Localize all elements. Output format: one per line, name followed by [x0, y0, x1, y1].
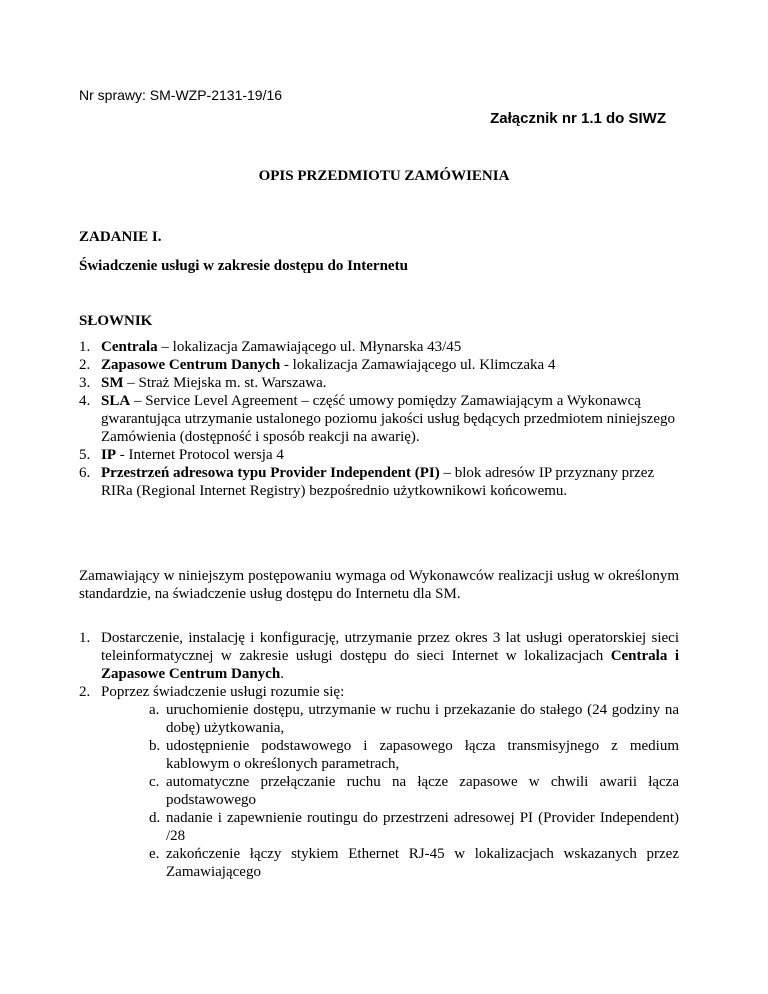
task-subtitle: Świadczenie usługi w zakresie dostępu do Internetu	[79, 258, 408, 274]
glossary-item-number: 2.	[79, 357, 91, 373]
glossary-item	[79, 392, 679, 446]
sub-requirement-item	[149, 701, 679, 737]
glossary-term: IP	[101, 447, 116, 463]
glossary-item-number: 4.	[79, 393, 91, 409]
glossary-item	[79, 464, 679, 500]
document-title: OPIS PRZEDMIOTU ZAMÓWIENIA	[258, 168, 510, 184]
glossary-title: SŁOWNIK	[79, 313, 153, 329]
glossary-item-number: 6.	[79, 465, 91, 481]
glossary-definition: – Straż Miejska m. st. Warszawa.	[123, 375, 327, 391]
sub-requirement-text: nadanie i zapewnienie routingu do przestrzeni adresowej PI (Provider Independent) /28	[166, 810, 679, 844]
sub-requirement-letter: d.	[149, 810, 161, 826]
glossary-item-number: 3.	[79, 375, 91, 391]
sub-requirement-text: udostępnienie podstawowego i zapasowego łącza transmisyjnego z medium kablowym o określonych parametrach,	[166, 738, 679, 772]
sub-requirement-item	[149, 737, 679, 773]
sub-requirement-item	[149, 809, 679, 845]
requirement-item	[79, 683, 679, 881]
sub-requirement-text: uruchomienie dostępu, utrzymanie w ruchu i przekazanie do stałego (24 godziny na dobę) użytkowania,	[166, 702, 679, 736]
case-number: Nr sprawy: SM-WZP-2131-19/16	[79, 87, 283, 103]
glossary-item	[79, 374, 679, 392]
glossary-item	[79, 446, 679, 464]
requirement-locations: Centrala i Zapasowe Centrum Danych	[101, 648, 679, 682]
sub-requirement-text: zakończenie łączy stykiem Ethernet RJ-45 w lokalizacjach wskazanych przez Zamawiającego	[166, 846, 679, 880]
sub-requirement-letter: c.	[149, 774, 160, 790]
requirements-list	[79, 629, 679, 881]
glossary-definition: – lokalizacja Zamawiającego ul. Młynarska 43/45	[157, 339, 462, 355]
glossary-list	[79, 338, 679, 500]
glossary-definition: – Service Level Agreement – część umowy pomiędzy Zamawiającym a Wykonawcą gwarantująca utrzymanie ustalonego poziomu jakości usług będących przedmiotem niniejszego Zamówienia (dostępność i sposób reakcji na awarię).	[101, 393, 675, 445]
sub-requirements-list	[149, 701, 679, 881]
glossary-definition: - lokalizacja Zamawiającego ul. Klimczaka 4	[280, 357, 556, 373]
intro-paragraph: Zamawiający w niniejszym postępowaniu wymaga od Wykonawców realizacji usług w określonym standardzie, na świadczenie usług dostępu do Internetu dla SM.	[79, 568, 679, 602]
requirement-item	[79, 629, 679, 683]
glossary-term: SLA	[101, 393, 131, 409]
requirement-number: 2.	[79, 684, 91, 700]
attachment-label: Załącznik nr 1.1 do SIWZ	[490, 110, 666, 127]
sub-requirement-letter: e.	[149, 846, 160, 862]
sub-requirement-item	[149, 773, 679, 809]
sub-requirement-text: automatyczne przełączanie ruchu na łącze zapasowe w chwili awarii łącza podstawowego	[166, 774, 679, 808]
glossary-term: Zapasowe Centrum Danych	[101, 357, 281, 373]
sub-requirement-letter: a.	[149, 702, 160, 718]
glossary-item-number: 5.	[79, 447, 91, 463]
glossary-definition: - Internet Protocol wersja 4	[116, 447, 284, 463]
glossary-term: Centrala	[101, 339, 158, 355]
glossary-term: Przestrzeń adresowa typu Provider Independent (PI)	[101, 465, 440, 481]
requirement-end: .	[280, 666, 284, 682]
glossary-item-number: 1.	[79, 339, 91, 355]
task-title: ZADANIE I.	[79, 229, 162, 245]
sub-requirement-letter: b.	[149, 738, 161, 754]
glossary-term: SM	[101, 375, 124, 391]
requirement-text: Poprzez świadczenie usługi rozumie się:	[101, 684, 345, 700]
sub-requirement-item	[149, 845, 679, 881]
glossary-item	[79, 338, 679, 356]
glossary-definition: – blok adresów IP przyznany przez RIRa (Regional Internet Registry) bezpośrednio użytkownikowi końcowemu.	[101, 465, 655, 499]
glossary-item	[79, 356, 679, 374]
requirement-number: 1.	[79, 630, 91, 646]
requirement-text: Dostarczenie, instalację i konfigurację, utrzymanie przez okres 3 lat usługi operatorskiej sieci teleinformatycznej w zakresie usługi dostępu do sieci Internet w lokalizacjach	[101, 630, 679, 664]
